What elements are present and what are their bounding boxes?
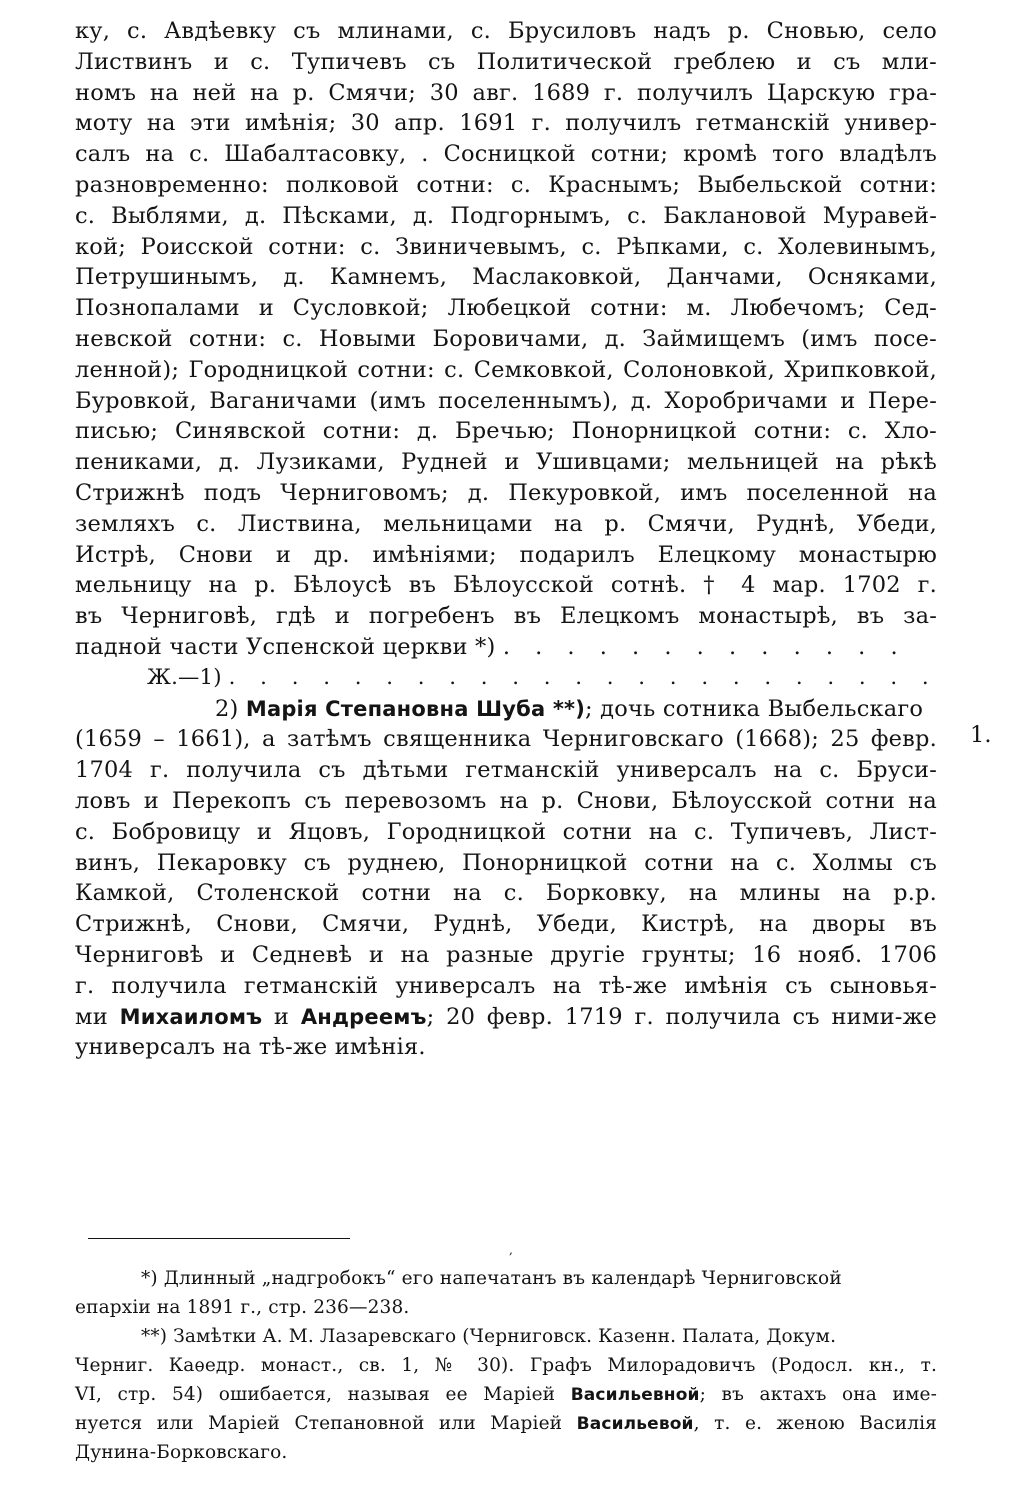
line-text: ми (75, 1003, 108, 1030)
footnote-line: **) Замѣтки А. М. Лазаревскаго (Черниговск. Казенн. Палата, Докум. (141, 1326, 837, 1347)
person-name: Васильевой (576, 1414, 694, 1434)
text-line: Черниговѣ и Седневѣ и на разные другіе грунты; 16 нояб. 1706 (75, 941, 937, 968)
text-line: салъ на с. Шабалтасовку, . Сосницкой сотни; кромѣ того владѣлъ (75, 141, 937, 168)
line-text: и (273, 1003, 290, 1030)
text-line: моту на эти имѣнія; 30 апр. 1691 г. получилъ гетманскій универ- (75, 110, 937, 137)
text-line: ку, с. Авдѣевку съ млинами, с. Брусиловъ надъ р. Сновью, село (75, 18, 937, 44)
text-line: с. Бобровицу и Яцовъ, Городницкой сотни на с. Тупичевъ, Лист- (75, 818, 937, 845)
text-line: мельницу на р. Бѣлоусѣ въ Бѣлоусской сотнѣ. † 4 мар. 1702 г. (75, 572, 937, 599)
text-line: Познопалами и Сусловкой; Любецкой сотни: м. Любечомъ; Сед- (75, 295, 937, 322)
text-line: земляхъ с. Листвина, мельницами на р. Смячи, Руднѣ, Убеди, (75, 510, 937, 537)
text-line: Листвинъ и с. Тупичевъ съ Политической греблею и съ мли- (75, 48, 937, 75)
main-text (75, 16, 937, 1063)
person-name: Марія Степановна Шуба **) (245, 696, 586, 721)
margin-number: 1. (970, 722, 992, 748)
entry-marker: Ж.—1) (147, 664, 222, 690)
text-line: номъ на ней на р. Смячи; 30 авг. 1689 г. получилъ Царскую гра- (75, 79, 937, 106)
footnote-line: *) Длинный „надгробокъ“ его напечатанъ въ календарѣ Черниговской (141, 1268, 842, 1289)
text-line: въ Черниговѣ, гдѣ и погребенъ въ Елецкомъ монастырѣ, въ за- (75, 603, 937, 630)
text-line: Стрижнѣ подъ Черниговомъ; д. Пекуровкой, имъ поселенной на (75, 479, 937, 506)
footnote-text: нуется или Маріей Степановной или Маріей (75, 1413, 563, 1434)
text-line: универсалъ на тѣ-же имѣнія. (75, 1034, 426, 1061)
line-text: ; дочь сотника Выбельскаго (585, 695, 924, 722)
text-line: пениками, д. Лузиками, Рудней и Ушивцами; мельницей на рѣкѣ (75, 449, 937, 476)
footnote-separator (88, 1238, 350, 1239)
entry-number: 2) (215, 695, 239, 722)
text-line: Стрижнѣ, Снови, Смячи, Руднѣ, Убеди, Кистрѣ, на дворы въ (75, 911, 937, 938)
text-line: Камкой, Столенской сотни на с. Борковку, на млины на р.р. (75, 880, 937, 907)
text-line: ленной); Городницкой сотни: с. Семковкой, Солоновкой, Хрипковкой, (75, 356, 937, 383)
text-line: невской сотни: с. Новыми Боровичами, д. Займищемъ (имъ посе- (75, 325, 937, 352)
footnote-line: Дунина-Борковскаго. (75, 1442, 288, 1463)
wife-entry-heading (75, 663, 937, 694)
text-line-with-leader (75, 632, 937, 663)
person-name: Андреемъ (300, 1004, 427, 1029)
line-text: ; 20 февр. 1719 г. получила съ ними-же (426, 1003, 937, 1030)
dot-leader: . . . . . . . . . . . . . . . . . . . . . . . (228, 664, 938, 690)
footnote-line (75, 1409, 937, 1438)
text-line: Истрѣ, Снови и др. имѣніями; подарилъ Елецкому монастырю (75, 541, 937, 568)
entry-name-line (75, 694, 937, 725)
footnote-line: епархіи на 1891 г., стр. 236—238. (75, 1297, 410, 1318)
text-line: Буровкой, Ваганичами (имъ поселеннымъ), д. Хоробричами и Пере- (75, 387, 937, 414)
print-speck: , (509, 1243, 513, 1257)
text-line: г. получила гетманскій универсалъ на тѣ-же имѣнія съ сыновья- (75, 972, 937, 999)
person-name: Михаиломъ (119, 1004, 263, 1029)
text-line: разновременно: полковой сотни: с. Краснымъ; Выбельской сотни: (75, 171, 937, 198)
text-line: кой; Роисской сотни: с. Звиничевымъ, с. Рѣпками, с. Холевинымъ, (75, 233, 937, 260)
dot-leader: . . . . . . . . . . . . . (502, 633, 907, 660)
text-line: винъ, Пекаровку съ руднею, Понорницкой сотни на с. Холмы съ (75, 849, 937, 876)
footnote-line: Черниг. Каѳедр. монаст., св. 1, № 30). Графъ Милорадовичъ (Родосл. кн., т. (75, 1355, 937, 1376)
footnote-text: VI, стр. 54) ошибается, называя ее Маріей (75, 1384, 556, 1405)
footnotes (75, 1264, 937, 1467)
text-line: с. Выблями, д. Пѣсками, д. Подгорнымъ, с. Баклановой Муравей- (75, 202, 937, 229)
text-line: Петрушинымъ, д. Камнемъ, Маслаковкой, Данчами, Осняками, (75, 264, 937, 291)
text-line: (1659 – 1661), а затѣмъ священника Черниговскаго (1668); 25 февр. (75, 726, 937, 753)
person-name: Васильевной (570, 1385, 700, 1405)
footnote-text: , т. е. женою Василія (693, 1413, 938, 1434)
footnote-text: ; въ актахъ она име- (699, 1384, 938, 1405)
text-line: 1704 г. получила съ дѣтьми гетманскій универсалъ на с. Бруси- (75, 757, 937, 784)
footnote-line (75, 1380, 937, 1409)
text-line: писью; Синявской сотни: д. Бречью; Понорницкой сотни: с. Хло- (75, 418, 937, 445)
line-text: падной части Успенской церкви *) (75, 633, 496, 660)
text-line-with-names (75, 1002, 937, 1033)
text-line: ловъ и Перекопъ съ перевозомъ на р. Снови, Бѣлоусской сотни на (75, 787, 937, 814)
